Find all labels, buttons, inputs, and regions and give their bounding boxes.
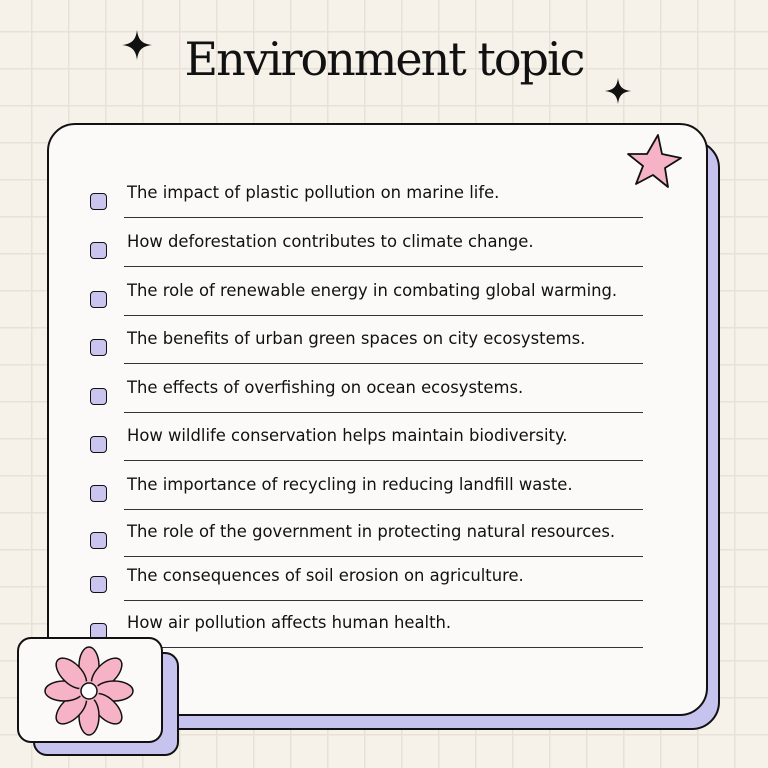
divider	[124, 460, 643, 461]
topic-text: The role of the government in protecting natural resources.	[127, 522, 616, 541]
checkbox-icon[interactable]	[90, 576, 107, 593]
topic-item	[90, 424, 650, 458]
topic-text: How wildlife conservation helps maintain biodiversity.	[127, 426, 568, 445]
divider	[124, 600, 643, 601]
checkbox-icon[interactable]	[90, 388, 107, 405]
checkbox-icon[interactable]	[90, 532, 107, 549]
divider	[124, 509, 643, 510]
topic-item	[90, 564, 650, 598]
topic-text: The importance of recycling in reducing landfill waste.	[127, 475, 573, 494]
topic-text: The impact of plastic pollution on marine life.	[127, 183, 500, 202]
checkbox-icon[interactable]	[90, 485, 107, 502]
topic-item	[90, 230, 650, 264]
topic-text: The role of renewable energy in combating global warming.	[127, 281, 618, 300]
topic-item	[90, 473, 650, 507]
divider	[124, 315, 643, 316]
topic-item	[90, 376, 650, 410]
topic-text: The benefits of urban green spaces on city ecosystems.	[127, 329, 586, 348]
topic-item	[90, 327, 650, 361]
divider	[124, 217, 643, 218]
checkbox-icon[interactable]	[90, 193, 107, 210]
topic-text: The effects of overfishing on ocean ecosystems.	[127, 378, 524, 397]
checkbox-icon[interactable]	[90, 291, 107, 308]
divider	[124, 363, 643, 364]
topic-item	[90, 611, 650, 645]
divider	[124, 647, 643, 648]
checkbox-icon[interactable]	[90, 436, 107, 453]
divider	[124, 412, 643, 413]
flower-icon	[39, 641, 139, 741]
topic-item	[90, 181, 650, 215]
sparkle-icon	[604, 77, 632, 105]
topic-text: The consequences of soil erosion on agriculture.	[127, 566, 524, 585]
checkbox-icon[interactable]	[90, 339, 107, 356]
page-title: Environment topic	[184, 32, 584, 86]
topic-text: How air pollution affects human health.	[127, 613, 452, 632]
topic-text: How deforestation contributes to climate change.	[127, 232, 534, 251]
topic-item	[90, 520, 650, 554]
checkbox-icon[interactable]	[90, 242, 107, 259]
divider	[124, 266, 643, 267]
sparkle-icon	[121, 29, 153, 61]
divider	[124, 556, 643, 557]
topic-item	[90, 279, 650, 313]
